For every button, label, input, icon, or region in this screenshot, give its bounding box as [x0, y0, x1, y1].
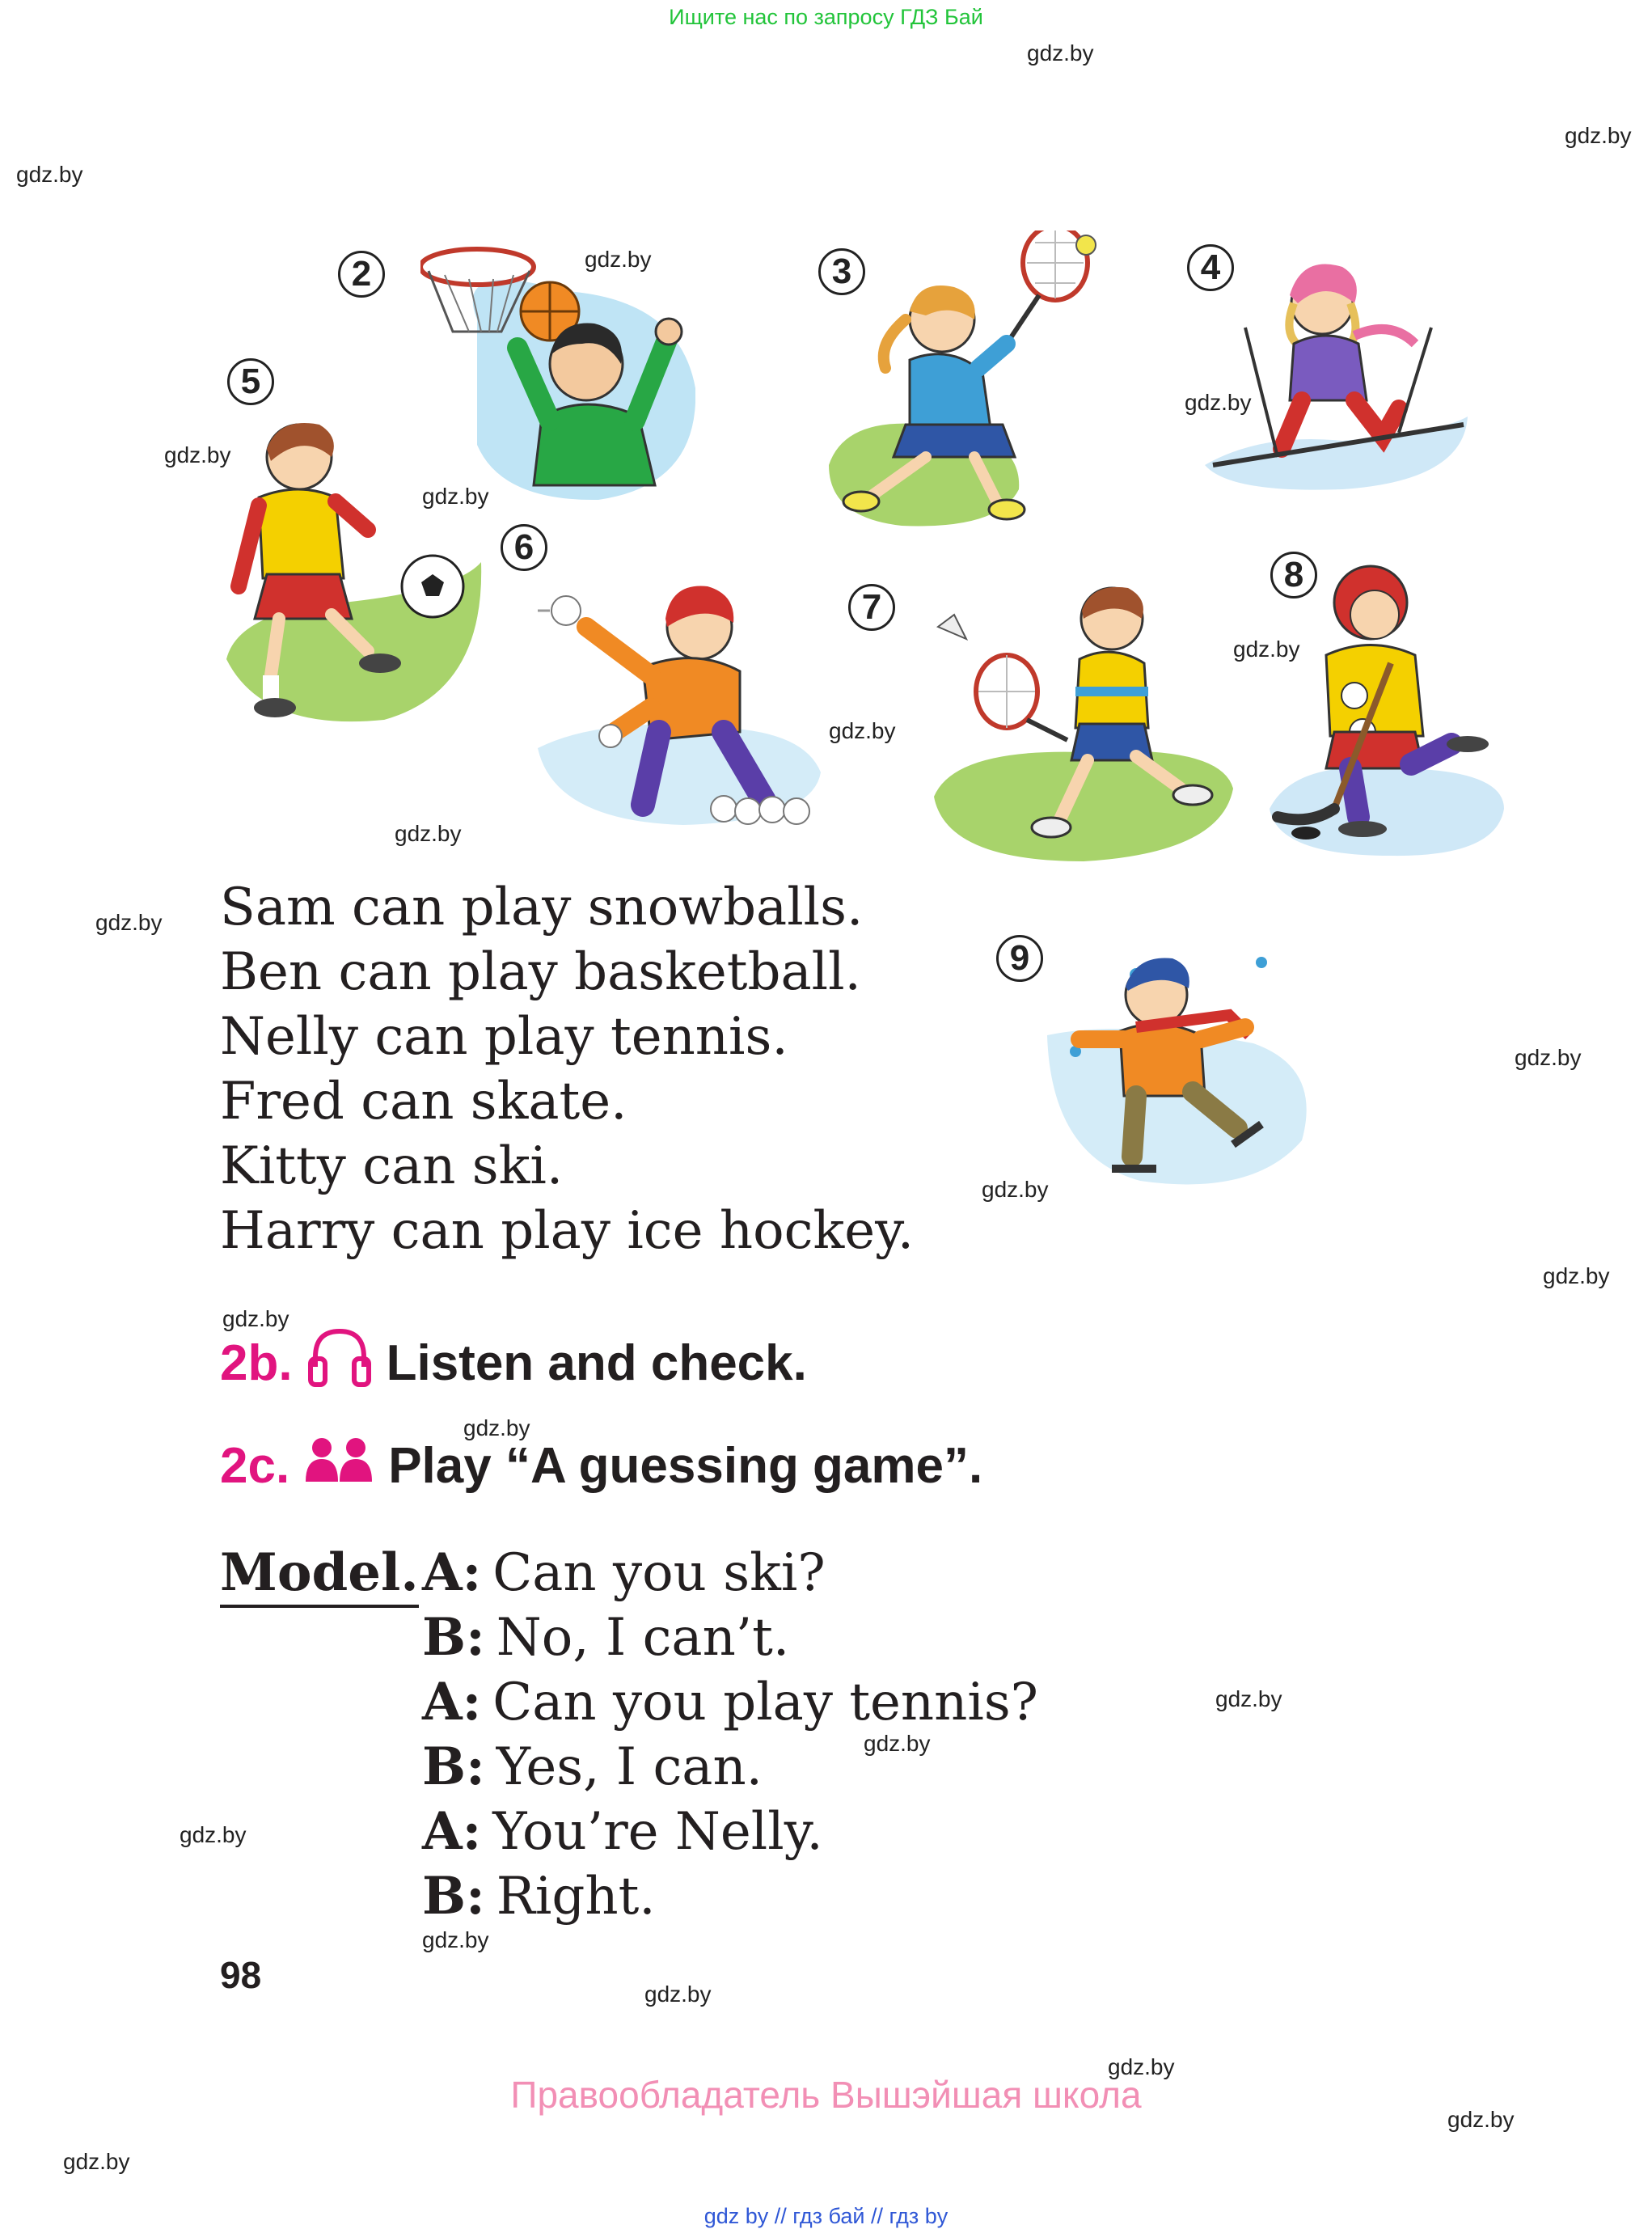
- dialogue-line: [220, 1864, 1038, 1929]
- watermark: gdz.by: [95, 910, 163, 935]
- watermark: gdz.by: [1233, 637, 1300, 662]
- watermark: gdz.by: [864, 1731, 931, 1756]
- watermark: gdz.by: [1108, 2054, 1175, 2079]
- task-text: Play “A guessing game”.: [388, 1438, 983, 1494]
- speaker: B:: [422, 1607, 485, 1668]
- model-label: Model.: [220, 1541, 422, 1605]
- watermark: gdz.by: [644, 1982, 712, 2007]
- sentence-list: [220, 875, 914, 1263]
- task-number: 2b.: [220, 1335, 293, 1391]
- picture-number: 8: [1270, 552, 1317, 598]
- dialogue-line: [220, 1541, 1038, 1605]
- sentence: Fred can skate.: [220, 1072, 627, 1131]
- dialogue-line: [220, 1670, 1038, 1735]
- watermark: gdz.by: [180, 1822, 247, 1847]
- copyright-notice: Правообладатель Вышэйшая школа: [510, 2074, 1142, 2116]
- line-text: Right.: [496, 1867, 656, 1927]
- picture-number: 2: [338, 251, 385, 298]
- watermark: gdz.by: [463, 1415, 530, 1440]
- picture-number: 5: [227, 358, 274, 405]
- speaker: A:: [422, 1672, 482, 1732]
- speaker: A:: [422, 1542, 482, 1603]
- sentence: Ben can play basketball.: [220, 942, 861, 1002]
- page-number: 98: [220, 1954, 262, 1996]
- football-boy-illustration: [222, 417, 489, 732]
- picture-number: 9: [996, 935, 1043, 982]
- footer-links[interactable]: gdz by // гдз бай // гдз by: [703, 2204, 949, 2228]
- picture-number: 7: [848, 584, 895, 631]
- watermark: gdz.by: [982, 1177, 1049, 1202]
- watermark: gdz.by: [422, 1927, 489, 1952]
- watermark: gdz.by: [1447, 2107, 1515, 2132]
- task-2b: [220, 1326, 807, 1400]
- watermark: gdz.by: [1543, 1263, 1610, 1288]
- dialogue-line: [220, 1605, 1038, 1670]
- skating-boy-illustration: [1043, 938, 1318, 1197]
- badminton-boy-illustration: [930, 578, 1237, 865]
- picture-number: 6: [501, 524, 547, 571]
- speaker: B:: [422, 1866, 485, 1927]
- snowballs-illustration: [522, 570, 829, 829]
- dialogue-line: [220, 1735, 1038, 1800]
- watermark: gdz.by: [1185, 390, 1252, 415]
- line-text: Can you play tennis?: [492, 1673, 1038, 1732]
- pair-work-icon: [304, 1436, 374, 1495]
- line-text: Yes, I can.: [496, 1737, 763, 1797]
- watermark: gdz.by: [222, 1306, 289, 1331]
- line-text: No, I can’t.: [496, 1608, 790, 1668]
- sentence: Nelly can play tennis.: [220, 1007, 788, 1067]
- watermark: gdz.by: [829, 718, 896, 743]
- headphones-icon: [307, 1326, 372, 1400]
- dialogue-line: [220, 1800, 1038, 1864]
- picture-number: 4: [1187, 244, 1234, 291]
- watermark: gdz.by: [585, 247, 652, 272]
- watermark: gdz.by: [1515, 1045, 1582, 1070]
- sentence: Kitty can ski.: [220, 1136, 564, 1196]
- watermark: gdz.by: [1565, 123, 1632, 148]
- picture-number: 3: [818, 248, 865, 295]
- watermark: gdz.by: [1027, 40, 1094, 66]
- sentence: Sam can play snowballs.: [220, 878, 864, 937]
- model-dialogue: [220, 1541, 1038, 1929]
- watermark: gdz.by: [63, 2149, 130, 2174]
- task-number: 2c.: [220, 1438, 290, 1494]
- search-link[interactable]: Ищите нас по запросу ГДЗ Бай: [669, 5, 983, 29]
- watermark: gdz.by: [16, 162, 83, 187]
- watermark: gdz.by: [395, 821, 462, 846]
- watermark: gdz.by: [1215, 1686, 1282, 1711]
- skiing-girl-illustration: [1197, 247, 1472, 497]
- sentence: Harry can play ice hockey.: [220, 1201, 915, 1261]
- task-text: Listen and check.: [386, 1335, 807, 1391]
- task-2c: [220, 1436, 982, 1495]
- line-text: Can you ski?: [492, 1543, 826, 1603]
- watermark: gdz.by: [422, 484, 489, 509]
- speaker: A:: [422, 1801, 482, 1862]
- watermark: gdz.by: [164, 442, 231, 467]
- line-text: You’re Nelly.: [492, 1802, 823, 1862]
- speaker: B:: [422, 1736, 485, 1797]
